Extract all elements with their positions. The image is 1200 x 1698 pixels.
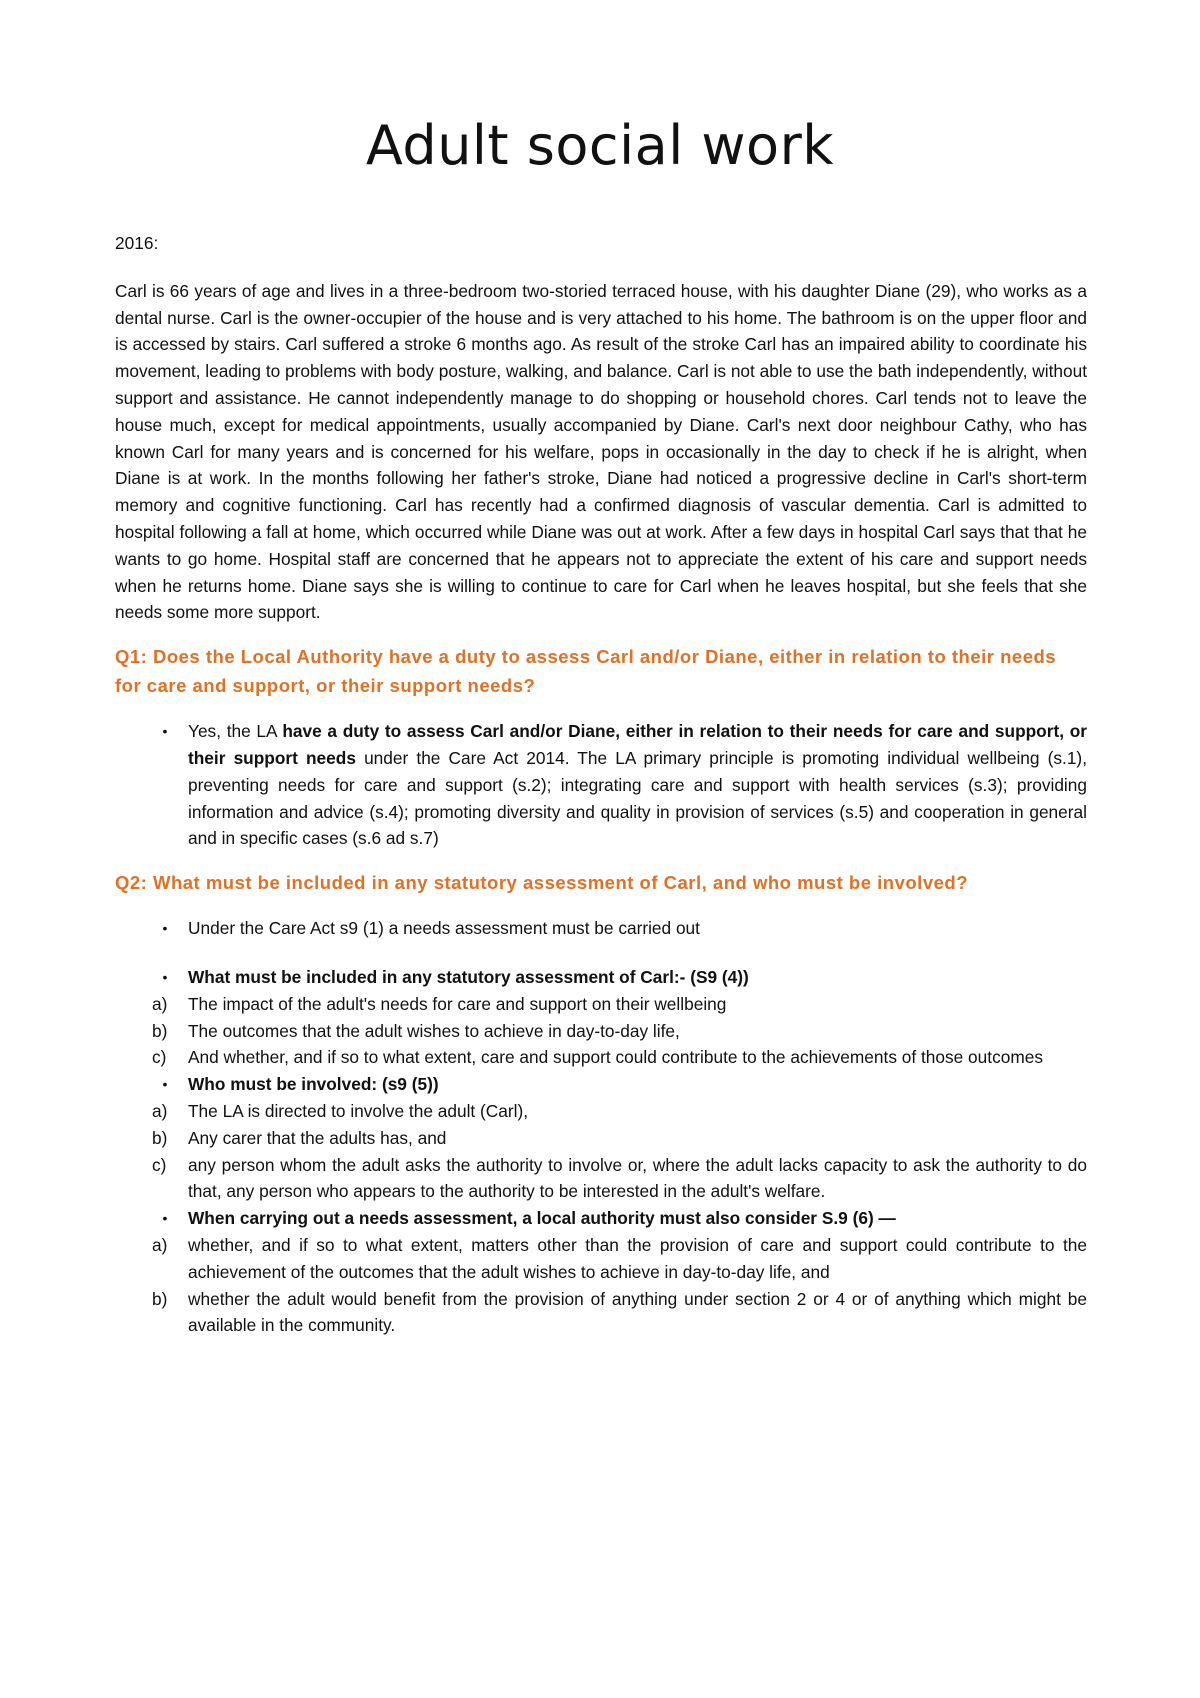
q2-answer-list (115, 915, 1087, 1339)
list-item-marker: b) (152, 1020, 168, 1041)
list-item-marker: b) (152, 1127, 168, 1148)
list-item-marker: a) (152, 993, 168, 1014)
q2-section-3-heading (115, 1205, 1087, 1232)
q2-intro-text: Under the Care Act s9 (1) a needs assessment must be carried out (188, 918, 700, 939)
case-study-paragraph: Carl is 66 years of age and lives in a three-bedroom two-storied terraced house, with his daughter Diane (29), who works as a dental nurse. Carl is the owner-occupier of the house and is very attached to his home. The bathroom is on the upper floor and is accessed by stairs. Carl suffered a stroke 6 months ago. As result of the stroke Carl has an impaired ability to coordinate his movement, leading to problems with body posture, walking, and balance. Carl is not able to use the bath independently, without support and assistance. He cannot independently manage to do shopping or household chores. Carl tends not to leave the house much, except for medical appointments, usually accompanied by Diane. Carl's next door neighbour Cathy, who has known Carl for many years and is concerned for his welfare, pops in occasionally in the day to check if he is alright, when Diane is at work. In the months following her father's stroke, Diane had noticed a progressive decline in Carl's short-term memory and cognitive functioning. Carl has recently had a confirmed diagnosis of vascular dementia. Carl is admitted to hospital following a fall at home, which occurred while Diane was out at work. After a few days in hospital Carl says that that he wants to go home. Hospital staff are concerned that he appears not to appreciate the extent of his care and support needs when he returns home. Diane says she is willing to continue to care for Carl when he leaves hospital, but she feels that she needs some more support. (115, 280, 1087, 623)
list-item-marker: a) (152, 1100, 168, 1121)
q2-intro-item (115, 915, 1087, 942)
list-item-text: any person whom the adult asks the authority to involve or, where the adult lacks capacity to ask the authority to do that, any person who appears to the authority to be interested in the adult's welfare. (188, 1154, 1087, 1202)
question-2-heading: Q2: What must be included in any statutory assessment of Carl, and who must be involved? (115, 872, 969, 894)
year-label: 2016: (115, 233, 159, 253)
list-item-text: whether the adult would benefit from the provision of anything under section 2 or 4 or of anything which might be available in the community. (188, 1288, 1087, 1336)
list-item (115, 991, 1087, 1018)
list-item-marker: a) (152, 1234, 168, 1255)
list-item (115, 1018, 1087, 1045)
list-item-text: And whether, and if so to what extent, care and support could contribute to the achievements of those outcomes (188, 1047, 1043, 1068)
q1-answer-item (115, 718, 1087, 852)
document-body (115, 230, 1087, 1339)
list-item (115, 1044, 1087, 1071)
list-item (115, 1152, 1087, 1206)
bullet-icon: • (162, 1210, 168, 1227)
bullet-icon: • (162, 920, 168, 937)
list-item-marker: b) (152, 1288, 168, 1309)
list-item-text: The impact of the adult's needs for care and support on their wellbeing (188, 993, 727, 1014)
q1-answer-lead: Yes, the LA (188, 721, 283, 742)
q2-section-2-heading (115, 1071, 1087, 1098)
bullet-icon: • (162, 1076, 168, 1093)
section-3-heading-text: When carrying out a needs assessment, a local authority must also consider S.9 (6) — (188, 1208, 896, 1229)
list-item-text: Any carer that the adults has, and (188, 1127, 447, 1148)
bullet-icon: • (162, 968, 168, 985)
section-2-heading-text: Who must be involved: (s9 (5)) (188, 1074, 439, 1095)
document-title: Adult social work (365, 114, 835, 177)
list-item (115, 1286, 1087, 1340)
list-item-marker: c) (152, 1154, 167, 1175)
q1-answer-rest: under the Care Act 2014. The LA primary principle is promoting individual wellbeing (s.1), preventing needs for care and support (s.2); integrating care and support with health services (s.3); providing information and advice (s.4); promoting diversity and quality in provision of services (s.5) and cooperation in general and in specific cases (s.6 ad s.7) (188, 747, 1087, 849)
list-item-text: The outcomes that the adult wishes to achieve in day-to-day life, (188, 1020, 680, 1041)
list-item-text: whether, and if so to what extent, matters other than the provision of care and support could contribute to the achievement of the outcomes that the adult wishes to achieve in day-to-day life, and (188, 1234, 1087, 1282)
q2-section-1-heading (115, 964, 1087, 991)
q1-answer-list (115, 718, 1087, 852)
q1-answer-bold: have a duty to assess Carl and/or Diane, either in relation to their needs for care and support, or their support needs (188, 721, 1088, 768)
list-item (115, 1232, 1087, 1286)
list-item-marker: c) (152, 1047, 167, 1068)
list-item-text: The LA is directed to involve the adult (Carl), (188, 1100, 529, 1121)
section-1-heading-text: What must be included in any statutory assessment of Carl:- (S9 (4)) (188, 966, 749, 987)
bullet-icon: • (162, 723, 168, 740)
question-1-heading: Q1: Does the Local Authority have a duty to assess Carl and/or Diane, either in relation to their needs for care and support, or their support needs? (115, 646, 1057, 697)
list-item (115, 1098, 1087, 1125)
list-item (115, 1125, 1087, 1152)
